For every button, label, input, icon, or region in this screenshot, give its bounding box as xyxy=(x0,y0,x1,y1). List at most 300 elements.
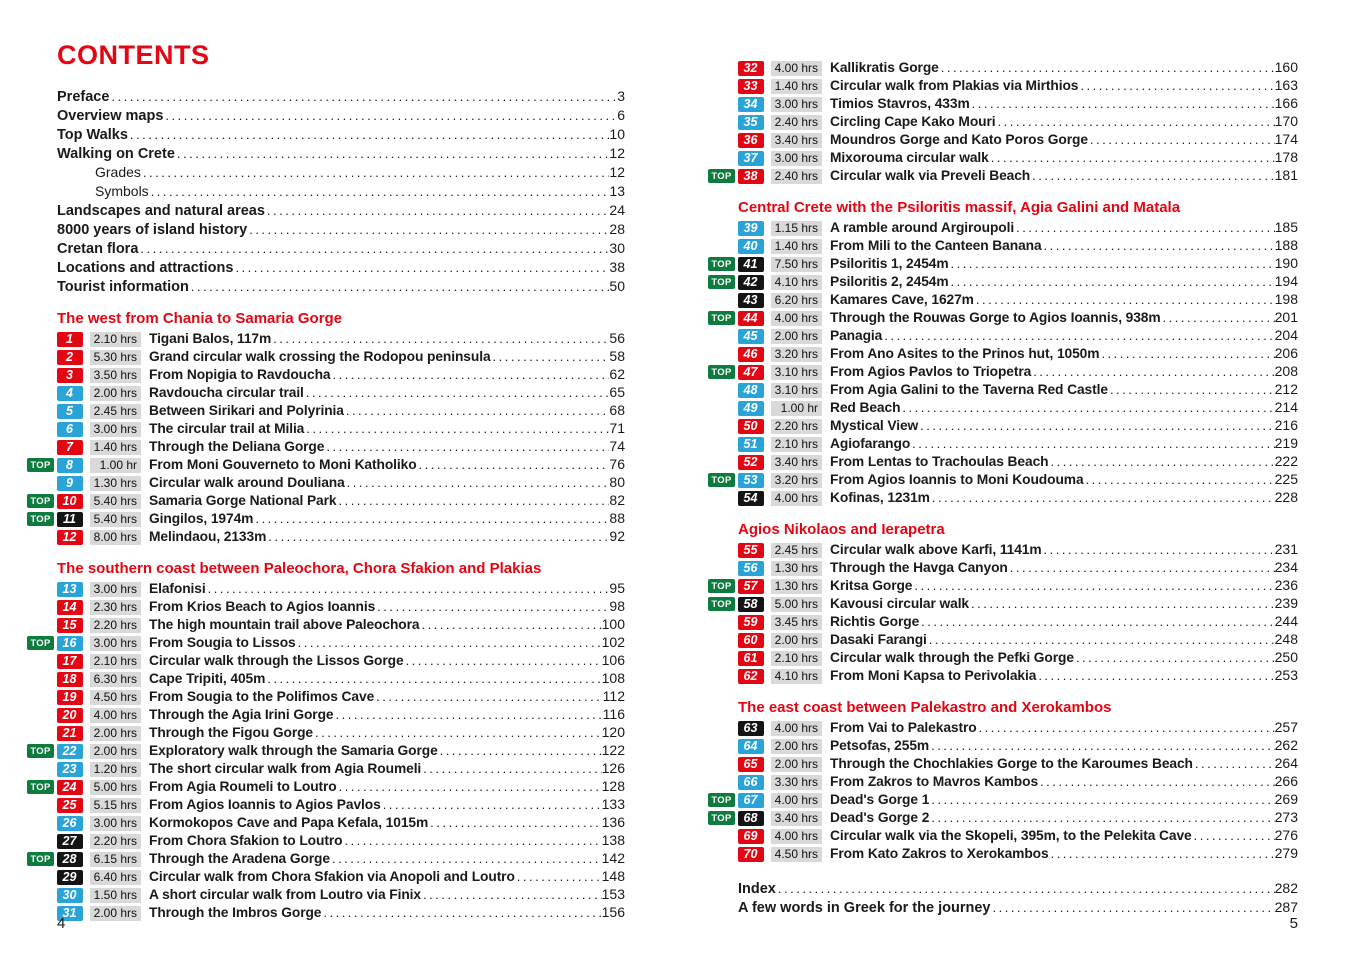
walk-number-badge: 22 xyxy=(57,744,83,759)
walk-row xyxy=(708,309,1298,327)
dot-leader xyxy=(1084,472,1275,487)
toc-entry xyxy=(738,879,1298,898)
top-badge-slot xyxy=(708,169,738,183)
walk-duration: 4.00 hrs xyxy=(771,311,822,326)
walk-page-number: 222 xyxy=(1274,453,1298,469)
walk-number-badge: 25 xyxy=(57,798,83,813)
toc-entry-page-number: 13 xyxy=(609,183,625,199)
walk-page-number: 102 xyxy=(601,634,625,650)
dot-leader xyxy=(175,145,610,163)
walk-row xyxy=(708,773,1298,791)
walk-duration: 1.30 hrs xyxy=(90,476,141,491)
walk-number-badge: 55 xyxy=(738,543,764,558)
walk-duration: 2.45 hrs xyxy=(90,404,141,419)
toc-entry xyxy=(57,201,625,220)
dot-leader xyxy=(491,349,610,364)
dot-leader xyxy=(189,278,610,296)
walk-page-number: 148 xyxy=(601,868,625,884)
walk-section xyxy=(30,559,625,922)
walk-duration: 4.00 hrs xyxy=(771,61,822,76)
dot-leader xyxy=(417,457,610,472)
walk-page-number: 166 xyxy=(1274,95,1298,111)
walk-title: Kormokopos Cave and Papa Kefala, 1015m xyxy=(149,815,429,830)
dot-leader xyxy=(1193,756,1275,771)
walk-page-number: 156 xyxy=(601,904,625,920)
walk-duration: 2.20 hrs xyxy=(90,834,141,849)
walk-row xyxy=(27,742,625,760)
walk-page-number: 128 xyxy=(601,778,625,794)
dot-leader xyxy=(404,653,602,668)
walk-row xyxy=(27,348,625,366)
walk-title: From Lentas to Trachoulas Beach xyxy=(830,454,1049,469)
walk-page-number: 248 xyxy=(1274,631,1298,647)
walk-section xyxy=(711,59,1298,185)
walk-page-number: 231 xyxy=(1274,541,1298,557)
walk-page-number: 201 xyxy=(1274,309,1298,325)
walk-row xyxy=(708,559,1298,577)
top-badge-slot xyxy=(708,579,738,593)
walk-duration: 3.00 hrs xyxy=(771,151,822,166)
walk-duration: 5.40 hrs xyxy=(90,512,141,527)
walk-page-number: 206 xyxy=(1274,345,1298,361)
walk-number-badge: 5 xyxy=(57,404,83,419)
front-matter-list xyxy=(57,87,625,296)
toc-entry-label: 8000 years of island history xyxy=(57,222,248,238)
walk-row xyxy=(708,237,1298,255)
walk-title: Samaria Gorge National Park xyxy=(149,493,337,508)
walk-duration: 4.00 hrs xyxy=(771,491,822,506)
top-badge: TOP xyxy=(708,311,735,325)
walk-row xyxy=(708,791,1298,809)
top-badge-slot xyxy=(27,636,57,650)
walk-row xyxy=(708,471,1298,489)
walk-number-badge: 26 xyxy=(57,816,83,831)
walk-number-badge: 48 xyxy=(738,383,764,398)
walk-duration: 4.10 hrs xyxy=(771,669,822,684)
walk-page-number: 92 xyxy=(609,528,625,544)
walk-row xyxy=(708,489,1298,507)
walk-number-badge: 56 xyxy=(738,561,764,576)
dot-leader xyxy=(990,899,1274,917)
walk-page-number: 262 xyxy=(1274,737,1298,753)
walk-row xyxy=(27,796,625,814)
walk-title: Through the Havga Canyon xyxy=(830,560,1008,575)
toc-entry-page-number: 10 xyxy=(609,126,625,142)
top-badge-slot xyxy=(708,597,738,611)
walk-duration: 5.15 hrs xyxy=(90,798,141,813)
section-heading: The southern coast between Paleochora, Chora Sfakion and Plakias xyxy=(57,560,542,577)
toc-entry xyxy=(57,220,625,239)
top-badge-slot xyxy=(708,311,738,325)
right-page-number: 5 xyxy=(1289,915,1298,932)
dot-leader xyxy=(428,815,601,830)
walk-duration: 2.20 hrs xyxy=(90,618,141,633)
walk-row xyxy=(708,399,1298,417)
toc-entry-page-number: 287 xyxy=(1274,899,1298,915)
section-heading: The east coast between Palekastro and Xerokambos xyxy=(738,699,1112,716)
dot-leader xyxy=(949,274,1275,289)
walk-page-number: 95 xyxy=(609,580,625,596)
walk-row xyxy=(708,345,1298,363)
walk-row xyxy=(708,167,1298,185)
walk-duration: 3.20 hrs xyxy=(771,473,822,488)
toc-entry-page-number: 12 xyxy=(609,164,625,180)
walk-duration: 3.40 hrs xyxy=(771,811,822,826)
walk-duration: 6.30 hrs xyxy=(90,672,141,687)
walk-page-number: 108 xyxy=(601,670,625,686)
dot-leader xyxy=(342,833,601,848)
dot-leader xyxy=(1036,668,1274,683)
walk-title: Kavousi circular walk xyxy=(830,596,970,611)
dot-leader xyxy=(969,596,1275,611)
walk-page-number: 133 xyxy=(601,796,625,812)
top-badge-slot xyxy=(708,365,738,379)
walk-page-number: 204 xyxy=(1274,327,1298,343)
walk-row xyxy=(27,778,625,796)
walk-number-badge: 34 xyxy=(738,97,764,112)
walk-title: Timios Stavros, 433m xyxy=(830,96,970,111)
walk-duration: 1.20 hrs xyxy=(90,762,141,777)
toc-entry-page-number: 24 xyxy=(609,202,625,218)
dot-leader xyxy=(421,887,602,902)
walk-number-badge: 29 xyxy=(57,870,83,885)
walk-title: Ravdoucha circular trail xyxy=(149,385,304,400)
walk-title: Melindaou, 2133m xyxy=(149,529,267,544)
walk-number-badge: 3 xyxy=(57,368,83,383)
top-badge: TOP xyxy=(27,852,54,866)
walk-duration: 2.00 hrs xyxy=(90,906,141,921)
dot-leader xyxy=(313,725,602,740)
walk-number-badge: 36 xyxy=(738,133,764,148)
walk-number-badge: 53 xyxy=(738,473,764,488)
walk-duration: 3.40 hrs xyxy=(771,133,822,148)
walk-number-badge: 9 xyxy=(57,476,83,491)
walk-title: Dead's Gorge 1 xyxy=(830,792,930,807)
dot-leader xyxy=(375,599,609,614)
left-page-number: 4 xyxy=(57,915,66,932)
walk-duration: 3.20 hrs xyxy=(771,347,822,362)
walk-page-number: 178 xyxy=(1274,149,1298,165)
toc-entry xyxy=(57,106,625,125)
walk-page-number: 253 xyxy=(1274,667,1298,683)
walk-title: From Agios Ioannis to Moni Koudouma xyxy=(830,472,1084,487)
walk-row xyxy=(27,616,625,634)
walk-title: Circular walk through the Pefki Gorge xyxy=(830,650,1074,665)
walk-page-number: 62 xyxy=(609,366,625,382)
walk-page-number: 98 xyxy=(609,598,625,614)
walk-row xyxy=(708,381,1298,399)
walk-duration: 3.00 hrs xyxy=(90,582,141,597)
walk-duration: 2.00 hrs xyxy=(771,757,822,772)
walk-duration: 6.15 hrs xyxy=(90,852,141,867)
walk-number-badge: 4 xyxy=(57,386,83,401)
walk-page-number: 65 xyxy=(609,384,625,400)
walk-page-number: 153 xyxy=(601,886,625,902)
dot-leader xyxy=(882,328,1274,343)
dot-leader xyxy=(1038,774,1275,789)
walk-number-badge: 52 xyxy=(738,455,764,470)
dot-leader xyxy=(776,880,1275,898)
walk-page-number: 216 xyxy=(1274,417,1298,433)
dot-leader xyxy=(974,292,1275,307)
walk-number-badge: 32 xyxy=(738,61,764,76)
walk-duration: 1.00 hr xyxy=(90,458,141,473)
walk-number-badge: 44 xyxy=(738,311,764,326)
walk-duration: 1.40 hrs xyxy=(771,79,822,94)
walk-row xyxy=(708,667,1298,685)
walk-number-badge: 58 xyxy=(738,597,764,612)
walk-page-number: 58 xyxy=(609,348,625,364)
walk-duration: 3.50 hrs xyxy=(90,368,141,383)
walk-duration: 2.00 hrs xyxy=(771,633,822,648)
walk-title: From Kato Zakros to Xerokambos xyxy=(830,846,1049,861)
walk-row xyxy=(708,719,1298,737)
walk-row xyxy=(27,420,625,438)
walk-row xyxy=(708,59,1298,77)
walk-title: Cape Tripiti, 405m xyxy=(149,671,266,686)
dot-leader xyxy=(109,88,617,106)
dot-leader xyxy=(1042,238,1275,253)
walk-row xyxy=(27,850,625,868)
walk-number-badge: 40 xyxy=(738,239,764,254)
walk-duration: 5.00 hrs xyxy=(90,780,141,795)
dot-leader xyxy=(1099,346,1274,361)
dot-leader xyxy=(265,202,610,220)
toc-entry-label: Locations and attractions xyxy=(57,260,234,276)
walk-title: Richtis Gorge xyxy=(830,614,920,629)
dot-leader xyxy=(333,707,602,722)
left-page xyxy=(30,40,625,922)
walk-page-number: 212 xyxy=(1274,381,1298,397)
back-matter-list xyxy=(738,879,1298,917)
top-badge-slot xyxy=(27,780,57,794)
toc-entry-label: Index xyxy=(738,881,776,897)
dot-leader xyxy=(1014,220,1275,235)
walk-duration: 3.10 hrs xyxy=(771,365,822,380)
walk-row xyxy=(708,453,1298,471)
walk-number-badge: 69 xyxy=(738,829,764,844)
walk-page-number: 138 xyxy=(601,832,625,848)
dot-leader xyxy=(336,493,609,508)
walk-title: Mystical View xyxy=(830,418,919,433)
walk-title: From Moni Gouverneto to Moni Katholiko xyxy=(149,457,417,472)
walk-duration: 2.10 hrs xyxy=(90,654,141,669)
dot-leader xyxy=(206,581,610,596)
walk-title: From Agia Roumeli to Loutro xyxy=(149,779,337,794)
walk-number-badge: 38 xyxy=(738,169,764,184)
walk-row xyxy=(27,670,625,688)
walk-title: Through the Rouwas Gorge to Agios Ioannis, 938m xyxy=(830,310,1161,325)
walk-number-badge: 45 xyxy=(738,329,764,344)
top-badge-slot xyxy=(708,257,738,271)
top-badge: TOP xyxy=(708,811,735,825)
walk-title: Circling Cape Kako Mouri xyxy=(830,114,996,129)
dot-leader xyxy=(149,183,610,201)
walk-page-number: 56 xyxy=(609,330,625,346)
walk-page-number: 264 xyxy=(1274,755,1298,771)
toc-entry-page-number: 50 xyxy=(609,278,625,294)
dot-leader xyxy=(1161,310,1275,325)
walk-title: Psiloritis 1, 2454m xyxy=(830,256,949,271)
dot-leader xyxy=(1074,650,1275,665)
walk-number-badge: 51 xyxy=(738,437,764,452)
walk-row xyxy=(708,363,1298,381)
walk-duration: 2.00 hrs xyxy=(771,739,822,754)
dot-leader xyxy=(912,578,1274,593)
walk-title: From Mili to the Canteen Banana xyxy=(830,238,1042,253)
walk-page-number: 228 xyxy=(1274,489,1298,505)
toc-entry xyxy=(57,182,625,201)
dot-leader xyxy=(1031,364,1274,379)
dot-leader xyxy=(296,635,602,650)
walk-title: From Moni Kapsa to Perivolakia xyxy=(830,668,1037,683)
walk-row xyxy=(27,868,625,886)
walk-title: Exploratory walk through the Samaria Gorge xyxy=(149,743,438,758)
top-badge: TOP xyxy=(27,744,54,758)
walk-number-badge: 54 xyxy=(738,491,764,506)
top-badge-slot xyxy=(708,811,738,825)
dot-leader xyxy=(927,632,1275,647)
walk-section xyxy=(711,520,1298,685)
top-badge: TOP xyxy=(27,512,54,526)
walk-page-number: 181 xyxy=(1274,167,1298,183)
walk-title: Through the Chochlakies Gorge to the Karoumes Beach xyxy=(830,756,1193,771)
dot-leader xyxy=(1078,78,1274,93)
top-badge: TOP xyxy=(708,473,735,487)
walk-duration: 3.10 hrs xyxy=(771,383,822,398)
dot-leader xyxy=(929,738,1275,753)
walk-duration: 4.00 hrs xyxy=(90,708,141,723)
walk-page-number: 234 xyxy=(1274,559,1298,575)
walk-duration: 1.15 hrs xyxy=(771,221,822,236)
walk-number-badge: 21 xyxy=(57,726,83,741)
walk-number-badge: 61 xyxy=(738,651,764,666)
walk-page-number: 257 xyxy=(1274,719,1298,735)
walk-duration: 1.40 hrs xyxy=(771,239,822,254)
dot-leader xyxy=(128,126,610,144)
dot-leader xyxy=(324,439,609,454)
dot-leader xyxy=(163,107,617,125)
walk-title: From Nopigia to Ravdoucha xyxy=(149,367,331,382)
walk-title: Circular walk from Chora Sfakion via Anopoli and Loutro xyxy=(149,869,515,884)
walk-title: Circular walk via the Skopeli, 395m, to the Pelekita Cave xyxy=(830,828,1192,843)
walk-title: From Agios Pavlos to Triopetra xyxy=(830,364,1032,379)
walk-duration: 2.40 hrs xyxy=(771,115,822,130)
walk-title: Psiloritis 2, 2454m xyxy=(830,274,949,289)
walk-title: Elafonisi xyxy=(149,581,206,596)
walk-number-badge: 14 xyxy=(57,600,83,615)
top-badge-slot xyxy=(27,494,57,508)
walk-duration: 3.00 hrs xyxy=(90,422,141,437)
walk-title: From Agios Ioannis to Agios Pavlos xyxy=(149,797,381,812)
walk-title: Dead's Gorge 2 xyxy=(830,810,930,825)
dot-leader xyxy=(515,869,602,884)
walk-duration: 3.00 hrs xyxy=(90,636,141,651)
walk-page-number: 269 xyxy=(1274,791,1298,807)
dot-leader xyxy=(1042,542,1275,557)
toc-entry-label: Symbols xyxy=(95,183,149,199)
walk-page-number: 160 xyxy=(1274,59,1298,75)
dot-leader xyxy=(930,490,1275,505)
toc-entry-label: Landscapes and natural areas xyxy=(57,203,265,219)
walk-row xyxy=(27,438,625,456)
walk-row xyxy=(708,417,1298,435)
dot-leader xyxy=(337,779,602,794)
walk-row xyxy=(708,577,1298,595)
walk-duration: 2.00 hrs xyxy=(90,726,141,741)
walk-row xyxy=(708,595,1298,613)
walk-row xyxy=(27,706,625,724)
walk-duration: 2.10 hrs xyxy=(90,332,141,347)
walk-page-number: 68 xyxy=(609,402,625,418)
walk-number-badge: 23 xyxy=(57,762,83,777)
walk-title: Through the Figou Gorge xyxy=(149,725,314,740)
dot-leader xyxy=(138,240,609,258)
dot-leader xyxy=(939,60,1275,75)
walk-number-badge: 24 xyxy=(57,780,83,795)
toc-entry-label: Walking on Crete xyxy=(57,146,175,162)
walk-row xyxy=(27,598,625,616)
walk-duration: 5.00 hrs xyxy=(771,597,822,612)
walk-title: Through the Aradena Gorge xyxy=(149,851,330,866)
top-badge: TOP xyxy=(708,275,735,289)
walk-page-number: 112 xyxy=(602,688,625,704)
top-badge-slot xyxy=(708,793,738,807)
walk-page-number: 198 xyxy=(1274,291,1298,307)
top-badge: TOP xyxy=(27,458,54,472)
walk-duration: 1.30 hrs xyxy=(771,579,822,594)
walk-number-badge: 42 xyxy=(738,275,764,290)
dot-leader xyxy=(900,400,1274,415)
walk-row xyxy=(708,273,1298,291)
walk-page-number: 74 xyxy=(609,438,625,454)
walk-number-badge: 60 xyxy=(738,633,764,648)
top-badge-slot xyxy=(27,512,57,526)
walk-number-badge: 70 xyxy=(738,847,764,862)
dot-leader xyxy=(970,96,1275,111)
walk-number-badge: 17 xyxy=(57,654,83,669)
toc-entry-label: Grades xyxy=(95,164,141,180)
walk-title: From Sougia to the Polifimos Cave xyxy=(149,689,375,704)
walk-row xyxy=(27,402,625,420)
walk-page-number: 142 xyxy=(601,850,625,866)
dot-leader xyxy=(321,905,601,920)
walk-number-badge: 67 xyxy=(738,793,764,808)
dot-leader xyxy=(271,331,609,346)
walk-row xyxy=(27,886,625,904)
toc-entry xyxy=(57,239,625,258)
dot-leader xyxy=(1192,828,1275,843)
walk-page-number: 136 xyxy=(601,814,625,830)
walk-number-badge: 57 xyxy=(738,579,764,594)
walk-number-badge: 13 xyxy=(57,582,83,597)
toc-entry xyxy=(57,277,625,296)
dot-leader xyxy=(929,792,1274,807)
walk-number-badge: 27 xyxy=(57,834,83,849)
walk-number-badge: 31 xyxy=(57,906,83,921)
walk-row xyxy=(27,384,625,402)
toc-entry-page-number: 6 xyxy=(617,107,625,123)
walk-row xyxy=(27,688,625,706)
top-badge-slot xyxy=(708,473,738,487)
walk-duration: 7.50 hrs xyxy=(771,257,822,272)
walk-title: A ramble around Argiroupoli xyxy=(830,220,1015,235)
walk-title: Dasaki Farangi xyxy=(830,632,927,647)
walk-row xyxy=(708,113,1298,131)
walk-title: Circular walk through the Lissos Gorge xyxy=(149,653,404,668)
walk-number-badge: 43 xyxy=(738,293,764,308)
walk-title: Through the Imbros Gorge xyxy=(149,905,322,920)
